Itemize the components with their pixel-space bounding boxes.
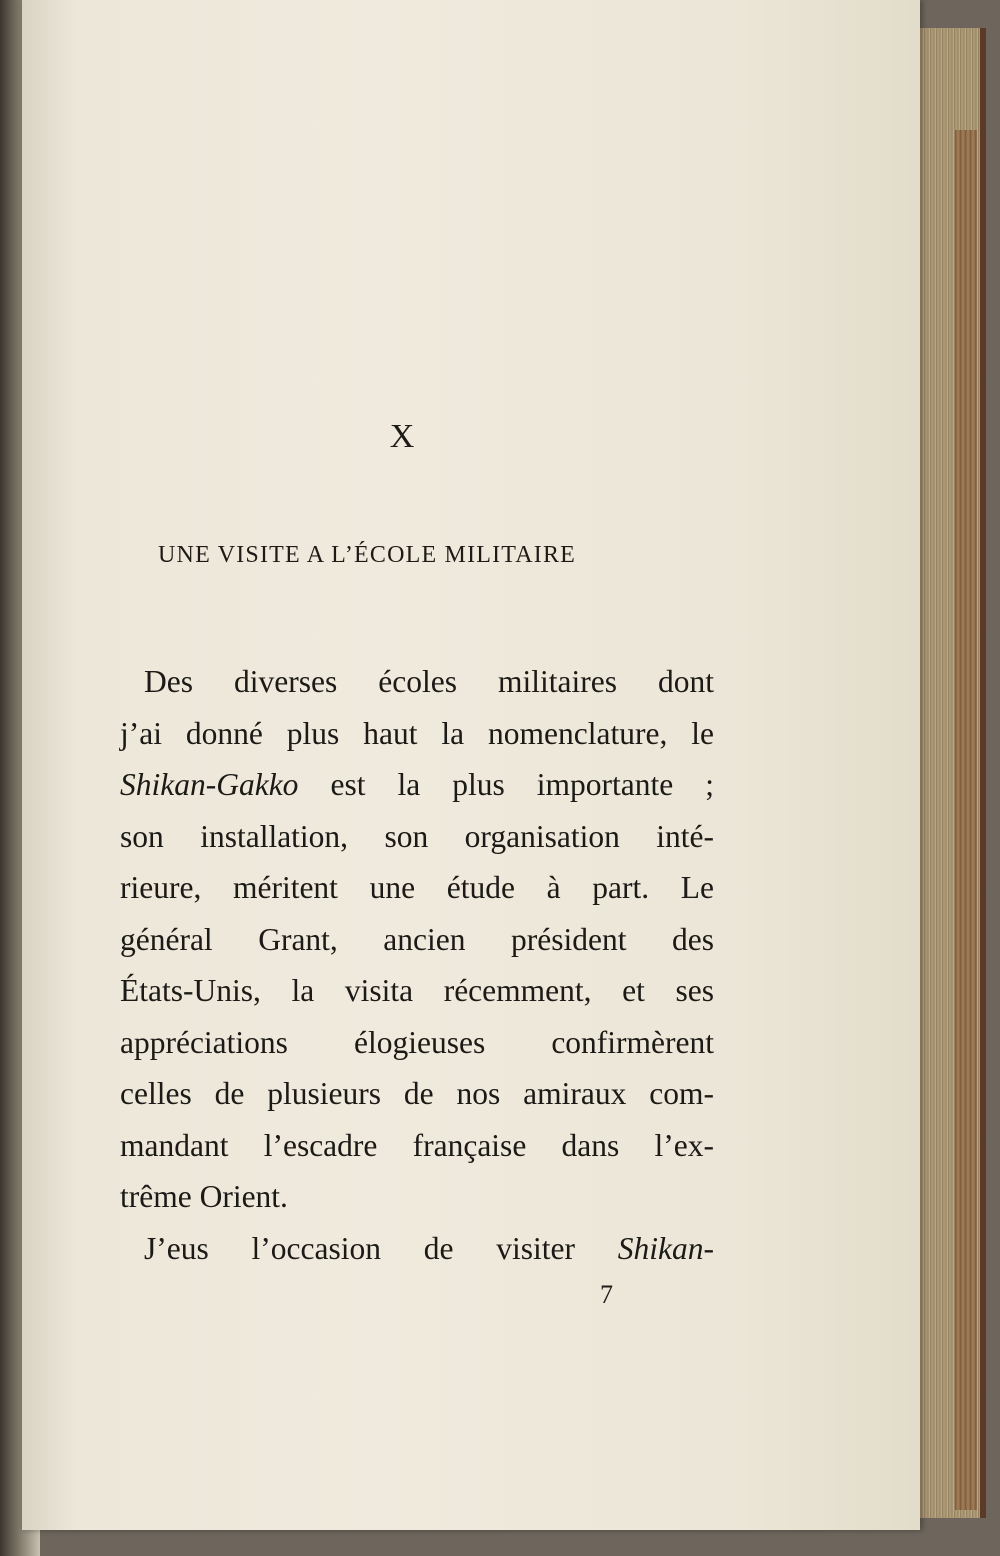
cover-edge (955, 130, 977, 1510)
text-line: trême Orient. (120, 1179, 288, 1214)
body-text (120, 656, 714, 1274)
book-page (22, 0, 920, 1530)
chapter-title: UNE VISITE A L’ÉCOLE MILITAIRE (158, 542, 577, 568)
text-line: celles de plusieurs de nos amiraux com- (120, 1076, 714, 1111)
text-line: j’ai donné plus haut la nomenclature, le (120, 715, 714, 751)
page-number: 7 (600, 1280, 613, 1309)
text-line: général Grant, ancien président des (120, 921, 714, 957)
text-line: J’eus l’occasion de visiter Shikan- (144, 1230, 714, 1266)
text-line: son installation, son organisation inté- (120, 818, 714, 854)
text-line-italic-start: Shikan-Gakko est la plus importante ; (120, 767, 714, 802)
chapter-number: X (389, 418, 415, 455)
text-line: appréciations élogieuses confirmèrent (120, 1024, 714, 1060)
text-line: Des diverses écoles militaires dont (144, 664, 714, 699)
text-line: mandant l’escadre française dans l’ex- (120, 1127, 714, 1163)
text-line: rieure, méritent une étude à part. Le (120, 870, 714, 905)
text-line: États-Unis, la visita récemment, et ses (120, 973, 714, 1008)
